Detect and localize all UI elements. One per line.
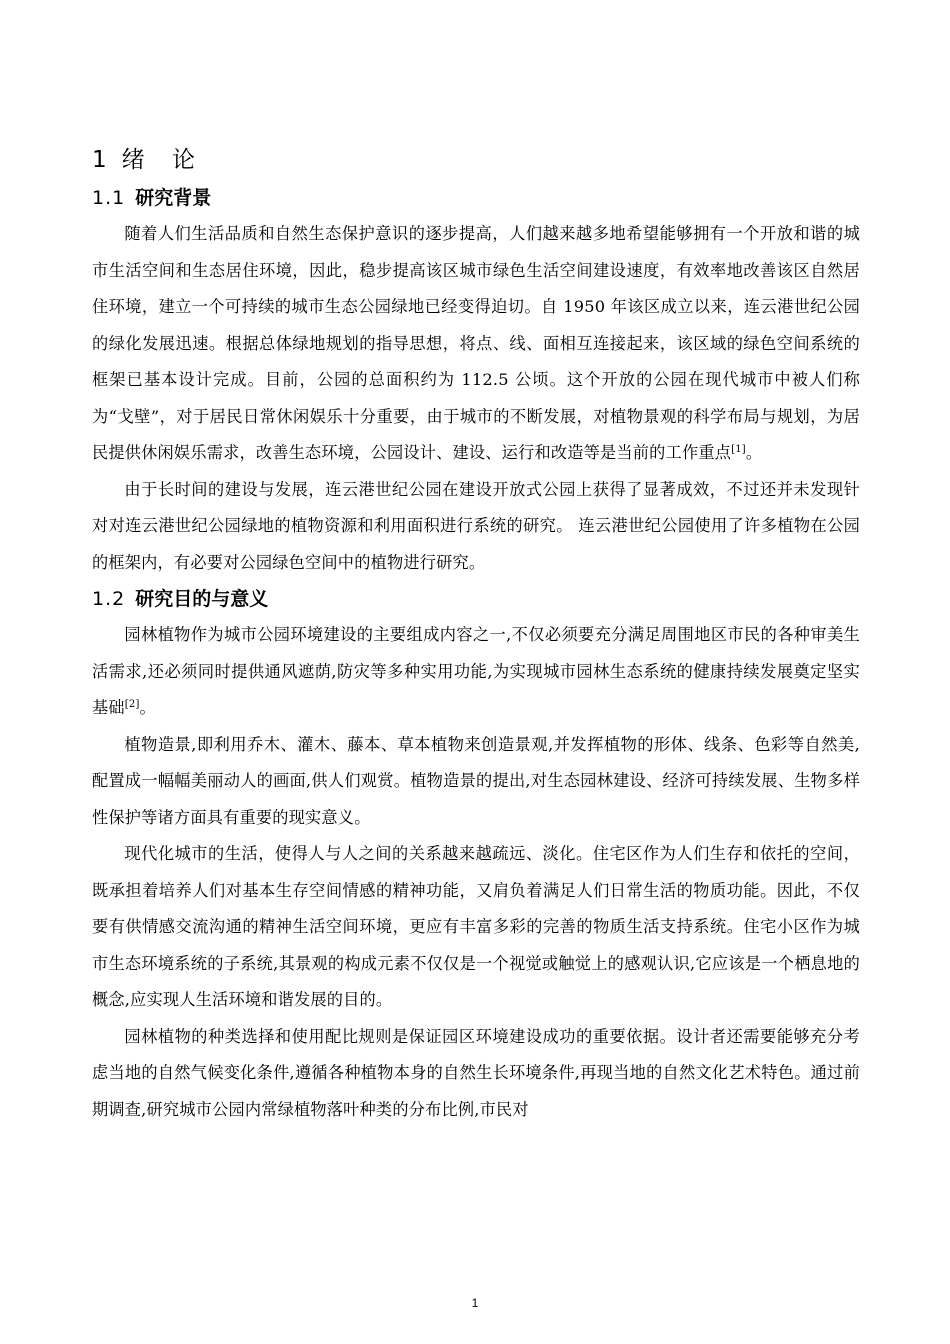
page-body	[92, 140, 860, 1128]
paragraph-text: 园林植物的种类选择和使用配比规则是保证园区环境建设成功的重要依据。设计者还需要能够充分考虑当地的自然气候变化条件,遵循各种植物本身的自然生长环境条件,再现当地的自然文化艺术特色。通过前期调查,研究城市公园内常绿植物落叶种类的分布比例,市民对	[92, 1026, 860, 1119]
citation-marker: [2]	[124, 699, 140, 710]
paragraph	[92, 1019, 860, 1129]
paragraph	[92, 727, 860, 837]
paragraph	[92, 617, 860, 727]
paragraph-text: 现代化城市的生活，使得人与人之间的关系越来越疏远、淡化。住宅区作为人们生存和依托的空间，既承担着培养人们对基本生存空间情感的精神功能，又肩负着满足人们日常生活的物质功能。因此，不仅要有供情感交流沟通的精神生活空间环境，更应有丰富多彩的完善的物质生活支持系统。住宅小区作为城市生态环境系统的子系统,其景观的构成元素不仅仅是一个视觉或触觉上的感观认识,它应该是一个栖息地的概念,应实现人生活环境和谐发展的目的。	[92, 844, 860, 1009]
section-heading-1-1	[92, 180, 860, 216]
paragraph-text: 由于长时间的建设与发展，连云港世纪公园在建设开放式公园上获得了显著成效，不过还并未发现针对对连云港世纪公园绿地的植物资源和利用面积进行系统的研究。 连云港世纪公园使用了许多植物在公园的框架内，有必要对公园绿色空间中的植物进行研究。	[92, 479, 860, 572]
paragraph-tail: 。	[745, 443, 763, 462]
section-title: 研究目的与意义	[135, 588, 269, 610]
chapter-number: 1	[92, 147, 108, 173]
citation-marker: [1]	[731, 444, 746, 455]
section-title: 研究背景	[135, 187, 212, 209]
section-number: 1.2	[92, 588, 126, 610]
page-number: 1	[471, 1296, 479, 1310]
paragraph-text: 园林植物作为城市公园环境建设的主要组成内容之一,不仅必须要充分满足周围地区市民的各种审美生活需求,还必须同时提供通风遮荫,防灾等多种实用功能,为实现城市园林生态系统的健康持续发展奠定坚实基础	[92, 625, 860, 717]
section-heading-1-2	[92, 581, 860, 617]
paragraph-tail: 。	[139, 698, 156, 717]
paragraph	[92, 472, 860, 582]
chapter-heading	[92, 140, 860, 180]
paragraph-text: 植物造景,即利用乔木、灌木、藤本、草本植物来创造景观,并发挥植物的形体、线条、色彩等自然美,配置成一幅幅美丽动人的画面,供人们观赏。植物造景的提出,对生态园林建设、经济可持续发展、生物多样性保护等诸方面具有重要的现实意义。	[92, 734, 860, 827]
chapter-title: 绪 论	[121, 147, 205, 173]
paragraph	[92, 836, 860, 1019]
paragraph	[92, 216, 860, 472]
paragraph-text: 随着人们生活品质和自然生态保护意识的逐步提高，人们越来越多地希望能够拥有一个开放和谐的城市生活空间和生态居住环境，因此，稳步提高该区城市绿色生活空间建设速度，有效率地改善该区自然居住环境，建立一个可持续的城市生态公园绿地已经变得迫切。自 1950 年该区成立以来，连云港世纪公园的绿化发展迅速。根据总体绿地规划的指导思想，将点、线、面相互连接起来，该区域的绿色空间系统的框架已基本设计完成。目前，公园的总面积约为 112.5 公顷。这个开放的公园在现代城市中被人们称为“戈壁”，对于居民日常休闲娱乐十分重要，由于城市的不断发展，对植物景观的科学布局与规划，为居民提供休闲娱乐需求，改善生态环境，公园设计、建设、运行和改造等是当前的工作重点	[92, 224, 860, 462]
section-number: 1.1	[92, 187, 126, 209]
